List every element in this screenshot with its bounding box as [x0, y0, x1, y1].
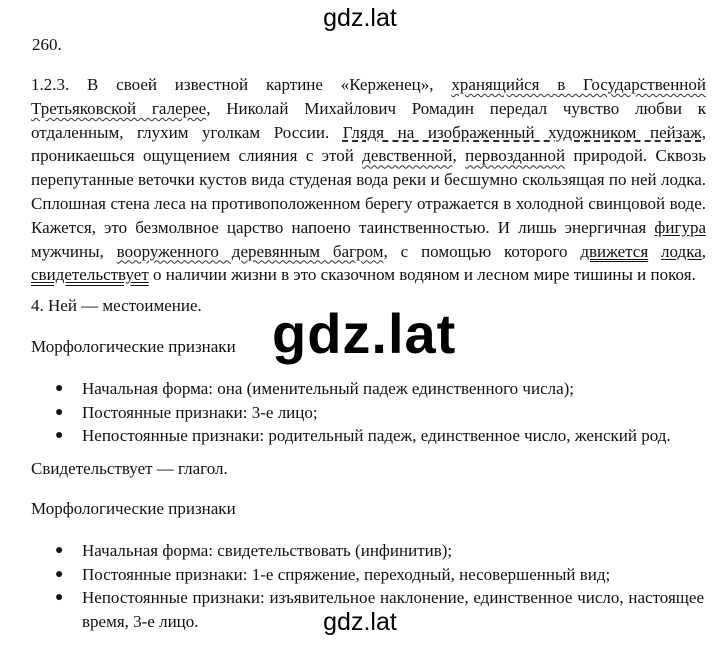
text-segment: , проникаешься ощущением слияния с этой — [31, 122, 706, 166]
predicate-word: свидетельствует — [31, 265, 149, 285]
bullet-icon: ● — [55, 381, 64, 396]
text-segment: мужчины, — [31, 241, 117, 261]
list-item-text: Непостоянные признаки: изъявительное наклонение, единственное число, настоящее время, 3-е лицо. — [82, 588, 704, 631]
participle-phrase: вооруженного деревянным багром — [116, 241, 384, 261]
bullet-icon: ● — [55, 566, 64, 582]
list-item-text: Начальная форма: свидетельствовать (инфинитив); — [82, 541, 453, 560]
attribute-word: первозданной — [465, 146, 566, 166]
list-item-text: Постоянные признаки: 3-е лицо; — [82, 402, 318, 422]
predicate-word: движется — [580, 241, 649, 261]
section2-heading: Свидетельствует — глагол. — [31, 459, 228, 478]
main-paragraph — [31, 73, 706, 287]
list-item — [0, 424, 700, 448]
list-item — [0, 539, 700, 563]
adverbial-phrase: Глядя на изображенный художником пейзаж — [342, 122, 702, 142]
attribute-word: девственной — [362, 146, 453, 166]
bullet-icon: ● — [55, 428, 64, 443]
participle-phrase: хранящийся в Государственной Третьяковской галерее — [31, 75, 706, 118]
text-segment: природой. Сквозь перепутанные веточки кустов вида студеная вода реки и бесшумно скользящая по ней лодка. Сплошная стена леса на противоположенном берегу отражается в холодной свинцовой воде. Кажется, это безмолвное царство напоено таинственностью. И лишь энергичная — [31, 146, 706, 237]
list-item-text: Начальная форма: она (именительный падеж единственного числа); — [82, 379, 575, 398]
section1-list — [0, 377, 700, 448]
section1-heading: 4. Ней — местоимение. — [31, 296, 202, 315]
text-segment: , с помощью которого — [383, 241, 581, 261]
text-segment: 1.2.3. В своей известной картине «Керженец», — [31, 75, 452, 94]
list-item — [0, 401, 700, 425]
list-item-text: Непостоянные признаки: родительный падеж, единственное число, женский род. — [82, 426, 671, 445]
list-item — [0, 563, 700, 587]
bullet-icon: ● — [55, 543, 64, 558]
subject-word: лодка — [661, 241, 702, 261]
task-number: 260. — [32, 35, 62, 54]
watermark-bottom: gdz.lat — [323, 608, 397, 636]
text-segment — [648, 242, 661, 261]
text-segment: о наличии жизни в это сказочном водяном и лесном мире тишины и покоя. — [148, 265, 696, 285]
text-segment: , Николай Михайлович Ромадин передал чувство любви к отдаленным, глухим уголкам России. — [31, 98, 706, 142]
bullet-icon: ● — [55, 590, 64, 605]
subject-word: фигура — [654, 217, 706, 237]
section2-subheading: Морфологические признаки — [31, 499, 236, 518]
list-item-text: Постоянные признаки: 1-е спряжение, переходный, несовершенный вид; — [82, 564, 611, 584]
text-segment: , — [452, 146, 466, 166]
text-segment: , — [701, 241, 706, 261]
watermark-top: gdz.lat — [323, 4, 397, 32]
list-item — [0, 377, 700, 401]
watermark-middle: gdz.lat — [272, 302, 457, 365]
bullet-icon: ● — [55, 404, 64, 420]
section1-subheading: Морфологические признаки — [31, 337, 236, 356]
